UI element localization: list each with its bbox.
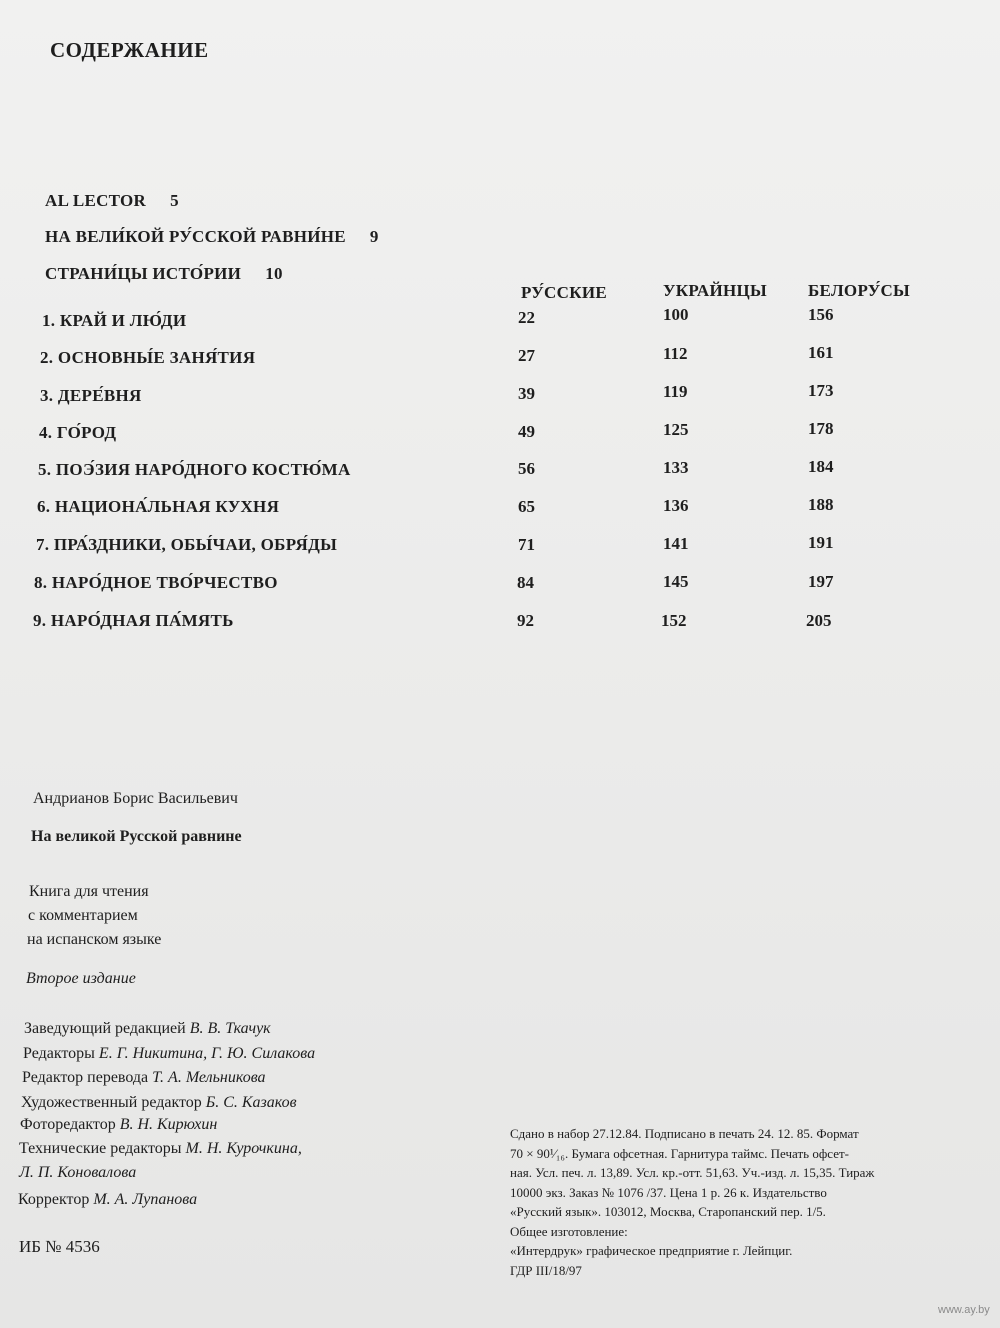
watermark-label: www.ay.by <box>938 1304 990 1316</box>
page-russians: 27 <box>518 346 535 365</box>
staff-role: Технические редакторы <box>19 1140 182 1157</box>
page-russians: 22 <box>518 308 535 327</box>
toc-entry-page: 9 <box>369 227 379 246</box>
staff-line <box>24 1020 271 1038</box>
staff-line <box>18 1191 197 1209</box>
toc-entry-title: НА ВЕЛИ́КОЙ РУ́ССКОЙ РАВНИ́НЕ <box>45 227 346 246</box>
page-belarusians: 156 <box>808 305 834 324</box>
colophon-line: «Интердрук» графическое предприятие г. Лейпциг. <box>510 1243 793 1258</box>
colophon-line: ная. Усл. печ. л. 13,89. Усл. кр.-отт. 51,63. Уч.-изд. л. 15,35. Тираж <box>510 1165 875 1180</box>
toc-entry-title: СТРАНИ́ЦЫ ИСТО́РИИ <box>45 264 242 283</box>
page-ukrainians: 141 <box>663 534 689 553</box>
chapter-title: 2. ОСНОВНЫ́Е ЗАНЯ́ТИЯ <box>40 348 256 367</box>
chapter-title: 7. ПРА́ЗДНИКИ, ОБЫ́ЧАИ, ОБРЯ́ДЫ <box>36 535 338 554</box>
staff-line <box>22 1069 266 1087</box>
staff-role: Художественный редактор <box>21 1094 202 1111</box>
page-title: СОДЕРЖАНИЕ <box>50 38 209 62</box>
page-belarusians: 205 <box>806 611 832 630</box>
staff-name: Т. А. Мельникова <box>152 1069 266 1086</box>
staff-role: Редактор перевода <box>22 1069 149 1086</box>
toc-entry-page: 5 <box>170 191 179 210</box>
author-name: Андрианов Борис Васильевич <box>33 790 238 807</box>
column-header-ukrainians: УКРАЙНЦЫ <box>663 281 768 300</box>
page-belarusians: 191 <box>808 533 834 552</box>
toc-intro-entry <box>45 264 283 284</box>
chapter-title: 4. ГО́РОД <box>39 423 117 442</box>
page-belarusians: 161 <box>808 343 834 362</box>
page-ukrainians: 152 <box>661 611 687 630</box>
chapter-title: 3. ДЕРЕ́ВНЯ <box>40 386 142 405</box>
staff-role: Заведующий редакцией <box>24 1020 186 1037</box>
page-russians: 39 <box>518 384 535 403</box>
colophon-line: 10000 экз. Заказ № 1076 /37. Цена 1 р. 26 к. Издательство <box>510 1184 827 1200</box>
page-belarusians: 188 <box>808 495 834 514</box>
staff-line <box>20 1116 217 1134</box>
chapter-title: 6. НАЦИОНА́ЛЬНАЯ КУХНЯ <box>37 497 280 516</box>
toc-entry-title: AL LECTOR <box>45 191 147 210</box>
page-ukrainians: 133 <box>663 458 689 477</box>
page-ukrainians: 119 <box>663 382 688 401</box>
toc-intro-entry <box>45 191 179 211</box>
staff-name-continued: Л. П. Коновалова <box>19 1164 137 1181</box>
page-russians: 84 <box>517 573 534 592</box>
staff-role: Фоторедактор <box>20 1116 116 1133</box>
staff-name: В. В. Ткачук <box>189 1020 271 1037</box>
page-russians: 49 <box>518 422 535 441</box>
page-ukrainians: 125 <box>663 420 689 439</box>
staff-name: Б. С. Казаков <box>205 1094 297 1111</box>
staff-name: В. Н. Кирюхин <box>119 1116 218 1133</box>
page-ukrainians: 136 <box>663 496 689 515</box>
page-ukrainians: 145 <box>663 572 689 591</box>
page-belarusians: 173 <box>808 381 834 400</box>
page-ukrainians: 100 <box>663 305 689 324</box>
chapter-title: 9. НАРО́ДНАЯ ПА́МЯТЬ <box>33 611 234 630</box>
colophon-line: ГДР III/18/97 <box>510 1262 582 1278</box>
page-russians: 71 <box>518 535 535 554</box>
description-line: на испанском языке <box>27 931 162 948</box>
colophon-line: «Русский язык». 103012, Москва, Старопанский пер. 1/5. <box>510 1204 826 1219</box>
description-line: Книга для чтения <box>29 883 149 900</box>
chapter-title: 1. КРАЙ И ЛЮ́ДИ <box>42 311 187 330</box>
page-belarusians: 197 <box>808 572 834 591</box>
staff-name: М. Н. Курочкина, <box>185 1140 302 1157</box>
staff-role: Редакторы <box>23 1045 95 1062</box>
column-header-russians: РУ́ССКИЕ <box>521 283 607 302</box>
staff-line <box>21 1094 297 1112</box>
column-header-belarusians: БЕЛОРУ́СЫ <box>808 281 911 300</box>
staff-line <box>19 1140 302 1158</box>
chapter-title: 5. ПОЭ́ЗИЯ НАРО́ДНОГО КОСТЮ́МА <box>38 460 351 479</box>
staff-name: Е. Г. Никитина, Г. Ю. Силакова <box>98 1045 316 1062</box>
colophon <box>510 1124 960 1280</box>
colophon-line: Сдано в набор 27.12.84. Подписано в печать 24. 12. 85. Формат <box>510 1126 859 1141</box>
toc-intro-entry <box>45 227 379 247</box>
staff-line <box>23 1045 315 1063</box>
book-title: На великой Русской равнине <box>31 828 242 845</box>
page-ukrainians: 112 <box>663 344 688 363</box>
page-belarusians: 178 <box>808 419 834 438</box>
colophon-line: 70 × 90¹⁄₁₆. Бумага офсетная. Гарнитура таймс. Печать офсет- <box>510 1145 849 1161</box>
page-belarusians: 184 <box>808 457 834 476</box>
chapter-title: 8. НАРО́ДНОЕ ТВО́РЧЕСТВО <box>34 573 278 592</box>
staff-role: Корректор <box>18 1191 90 1208</box>
toc-entry-page: 10 <box>265 264 283 283</box>
staff-name: М. А. Лупанова <box>93 1191 198 1208</box>
page-russians: 56 <box>518 459 535 478</box>
edition-label: Второе издание <box>26 970 136 987</box>
page-russians: 65 <box>518 497 535 516</box>
description-line: с комментарием <box>28 907 138 924</box>
ib-number: ИБ № 4536 <box>19 1237 100 1256</box>
page-russians: 92 <box>517 611 534 630</box>
colophon-line: Общее изготовление: <box>510 1223 628 1239</box>
